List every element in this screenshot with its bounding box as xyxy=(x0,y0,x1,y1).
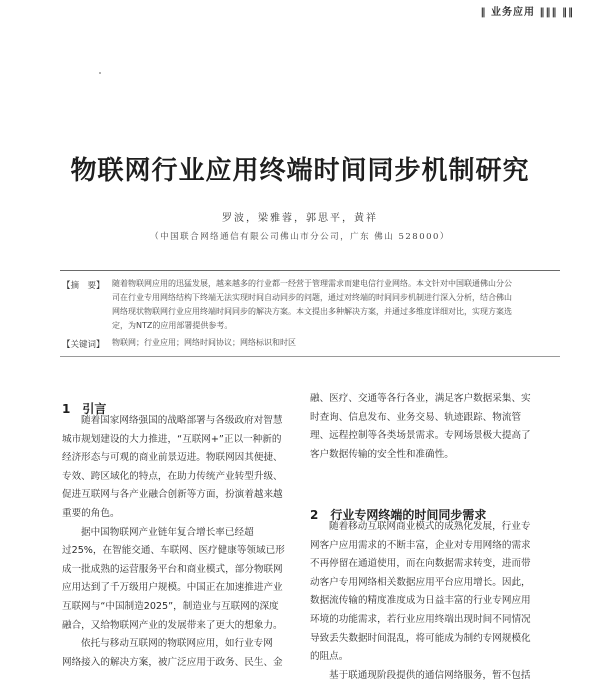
body-line: 重要的角色。 xyxy=(62,507,120,519)
body-line: 促进互联网与各产业融合创新等方面，扮演着越来越 xyxy=(62,489,283,501)
body-line: 过25%，在智能交通、车联网、医疗健康等领域已形 xyxy=(62,545,285,557)
keywords-label: 【关键词】 xyxy=(62,340,105,350)
body-line: 据中国物联网产业链年复合增长率已经超 xyxy=(81,526,254,538)
abstract-line: 网络现状物联网行业应用终端时间同步的解决方案。本文提出多种解决方案，并通过多维度详细对比，实现方案选 xyxy=(112,307,512,316)
body-line: 网客户应用需求的不断丰富，企业对专用网络的需求 xyxy=(310,539,531,551)
right-column-body-bottom xyxy=(310,518,542,685)
body-line: 融、医疗、交通等各行各业，满足客户数据采集、实 xyxy=(310,393,531,404)
body-line: 互联网与“中国制造2025”，制造业与互联网的深度 xyxy=(62,600,279,612)
abstract-label: 【摘 要】 xyxy=(62,281,105,291)
body-line: 随着移动互联网商业模式的成熟化发展，行业专 xyxy=(329,521,531,532)
body-line: 网络接入的解决方案，被广泛应用于政务、民生、金 xyxy=(62,656,283,668)
body-line: 随着国家网络强国的战略部署与各级政府对智慧 xyxy=(81,415,283,426)
affiliation: （中国联合网络通信有限公司佛山市分公司，广东 佛山 528000） xyxy=(150,232,450,242)
body-line: 环境的功能需求，若行业应用终端出现时间不同情况 xyxy=(310,613,531,625)
abstract-text xyxy=(112,277,558,333)
body-line: 理、远程控制等各类场景需求。专网场景极大提高了 xyxy=(310,430,531,442)
body-line: 融合，又给物联网产业的发展带来了更大的想象力。 xyxy=(62,619,283,631)
section-tag: ‖ 业务应用 ‖‖‖ ‖‖ xyxy=(480,7,574,18)
abstract-top-rule xyxy=(60,270,560,271)
body-line: 成一批成熟的运营服务平台和商业模式，部分物联网 xyxy=(62,563,283,575)
abstract-line: 定，为NTZ的应用部署提供参考。 xyxy=(112,321,233,330)
paper-title: 物联网行业应用终端时间同步机制研究 xyxy=(70,156,530,186)
body-line: 专效、跨区域化的特点，在助力传统产业转型升级、 xyxy=(62,470,283,482)
body-line: 应用达到了千万级用户规模。中国正在加速推进产业 xyxy=(62,582,283,594)
body-line: 数据流传输的精度准度成为日益丰富的行业专网应用 xyxy=(310,595,531,607)
section-1-heading: 1 引言 xyxy=(62,402,107,416)
body-line: 导致丢失数据时间混乱，将可能成为制约专网规模化 xyxy=(310,632,531,644)
right-column-body-top xyxy=(310,390,542,464)
body-line: 不再停留在通道使用，而在向数据需求转变，进而带 xyxy=(310,558,531,570)
body-line: 客户数据传输的安全性和准确性。 xyxy=(310,448,454,460)
body-line: 动客户专用网络相关数据应用平台应用增长。因此， xyxy=(310,576,531,588)
keywords-text: 物联网；行业应用；网络时间协议；网络标识和时区 xyxy=(112,338,296,347)
abstract-bottom-rule xyxy=(60,356,560,357)
body-line: 依托与移动互联网的物联网应用，如行业专网 xyxy=(81,638,273,650)
abstract-line: 随着物联网应用的迅猛发展，越来越多的行业都一经营于管理需求而建电信行业网络。本文针对中国联通佛山分公 xyxy=(112,279,512,288)
body-line: 的阻点。 xyxy=(310,651,349,663)
section-2-heading: 2 行业专网终端的时间同步需求 xyxy=(310,508,487,522)
body-line: 基于联通现阶段提供的通信网络服务，暂不包括 xyxy=(329,669,531,681)
scan-speck xyxy=(99,72,101,74)
body-line: 时查询、信息发布、业务交易、轨迹跟踪、物流管 xyxy=(310,411,522,423)
left-column-body xyxy=(62,412,294,672)
body-line: 经济形态与可观的商业前景迈进。物联网因其便捷、 xyxy=(62,452,283,464)
abstract-line: 司在行业专用网络结构下终端无法实现时间自动同步的问题，通过对终端的时间同步机制进行深入分析，结合佛山 xyxy=(112,293,512,302)
body-line: 城市规划建设的大力推进，“互联网+”正以一种新的 xyxy=(62,433,282,445)
author-list: 罗波，梁雅蓉，郭思平，黄祥 xyxy=(222,213,378,224)
